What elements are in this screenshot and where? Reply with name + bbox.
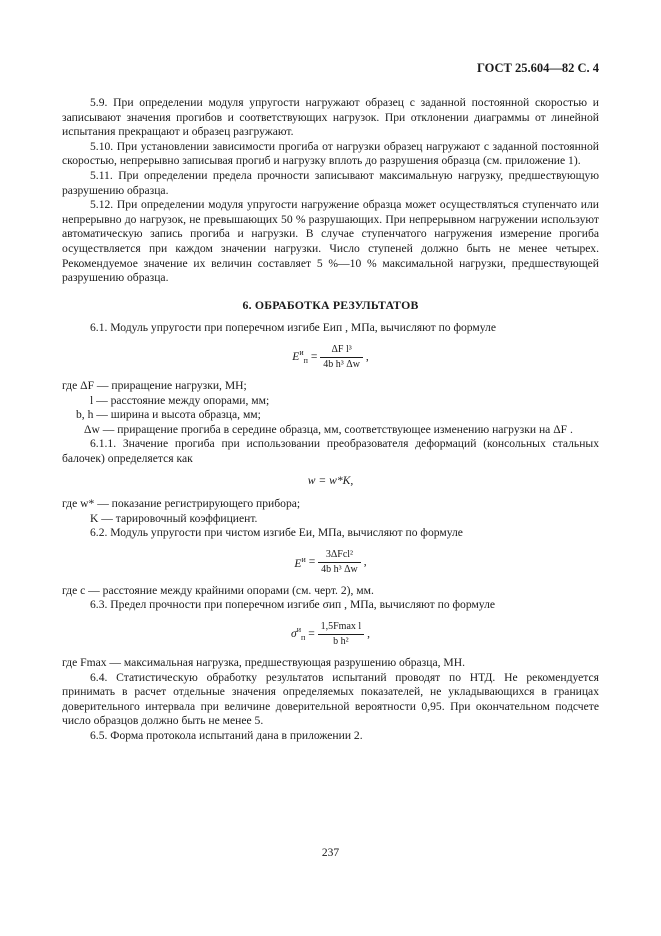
formula-3-fraction xyxy=(318,549,361,576)
section-6-title: 6. ОБРАБОТКА РЕЗУЛЬТАТОВ xyxy=(242,297,419,312)
document-header: ГОСТ 25.604—82 С. 4 xyxy=(476,61,599,75)
formula-3-numerator: 3ΔFcl² xyxy=(318,549,361,563)
definition-f-max: где Fmax — максимальная нагрузка, предшествующая разрушению образца, МН. xyxy=(62,656,465,670)
paragraph-6-3: 6.3. Предел прочности при поперечном изгибе σип , МПа, вычисляют по формуле xyxy=(90,598,496,612)
formula-4-fraction xyxy=(318,621,365,648)
paragraph-5-11: 5.11. При определении предела прочности записывают максимальную нагрузку, предшествующую разрушению образца. xyxy=(62,168,599,197)
formula-1-denominator: 4b h³ Δw xyxy=(323,358,360,370)
paragraph-6-1-1: 6.1.1. Значение прогиба при использовании преобразователя деформаций (консольных стальных балочек) определяется как xyxy=(62,437,599,465)
formula-3-lhs: $E^и$ xyxy=(294,555,306,570)
document-body xyxy=(62,96,599,744)
formula-1-numerator: ΔF l³ xyxy=(320,344,363,358)
formula-deflection: w = w*K, xyxy=(307,474,354,488)
formula-strength: $\sigma^и_п$ = $\frac{\text{1,5Fmax l}}{\text{b h²}}$ , xyxy=(291,621,370,648)
paragraph-5-9: 5.9. При определении модуля упругости нагружают образец с заданной постоянной скоростью и записывают значения прогибов и соответствующих нагрузок. При отклонении диаграммы от линейной испытания прекращают и образец разгружают. xyxy=(62,96,599,139)
formula-4-lhs: $\sigma^и_п$ xyxy=(291,625,306,643)
definition-delta-w: Δw — приращение прогиба в середине образца, мм, соответствующее изменению нагрузки на ΔF . xyxy=(84,422,573,436)
definition-b-h: b, h — ширина и высота образца, мм; xyxy=(76,408,261,422)
definition-k: K — тарировочный коэффициент. xyxy=(90,511,258,525)
definition-l: l — расстояние между опорами, мм; xyxy=(90,393,270,407)
formula-modulus-pure: $E^и$ = $\frac{\text{3ΔFcl²}}{\text{4b h³ Δw}}$ , xyxy=(294,548,367,575)
paragraph-5-12: 5.12. При определении модуля упругости нагружение образца может осуществляться ступенчато или непрерывно до нагрузок, не превышающих 50 % разрушающих. При непрерывном нагружении используют автоматическую запись прогиба и нагрузки. В случае ступенчатого нагружения измерение прогиба осуществляется при каждом значении нагрузки. Число ступеней должно быть не менее четырех. Рекомендуемое значение их величин составляет 5 %—10 % максимальной нагрузки, предшествующей разрушению образца. xyxy=(62,198,599,285)
definition-c: где c — расстояние между крайними опорами (см. черт. 2), мм. xyxy=(62,583,374,597)
page-number: 237 xyxy=(321,847,340,859)
formula-1-fraction xyxy=(320,344,363,371)
paragraph-6-4: 6.4. Статистическую обработку результатов испытаний проводят по НТД. Не рекомендуется принимать в расчет отдельные значения определяемых показателей, не укладывающихся в границах доверительного интервала при величине доверительной вероятности 0,95. При окончательном подсчете число образцов должно быть не менее 5. xyxy=(62,670,599,728)
formula-4-denominator: b h² xyxy=(333,636,349,648)
paragraph-6-2: 6.2. Модуль упругости при чистом изгибе Eи, МПа, вычисляют по формуле xyxy=(90,526,463,540)
formula-4-numerator: 1,5Fmax l xyxy=(318,621,365,635)
paragraph-6-5: 6.5. Форма протокола испытаний дана в приложении 2. xyxy=(90,729,363,742)
formula-modulus-transverse: $E^и_п$ = $\frac{\text{ΔF l³}}{\text{4b h³ Δw}}$ , xyxy=(292,343,369,370)
paragraph-5-10: 5.10. При установлении зависимости прогиба от нагрузки образец нагружают с заданной постоянной скоростью, непрерывно записывая прогиб и нагрузку вплоть до разрушения образца (см. приложение 1). xyxy=(62,139,599,168)
formula-3-denominator: 4b h³ Δw xyxy=(321,563,358,575)
formula-1-lhs: $E^и_п$ xyxy=(292,348,308,366)
definition-w-star: где w* — показание регистрирующего прибора; xyxy=(62,497,301,511)
paragraph-6-1: 6.1. Модуль упругости при поперечном изгибе Eип , МПа, вычисляют по формуле xyxy=(90,321,496,335)
definition-delta-f: где ΔF — приращение нагрузки, МН; xyxy=(62,378,247,392)
